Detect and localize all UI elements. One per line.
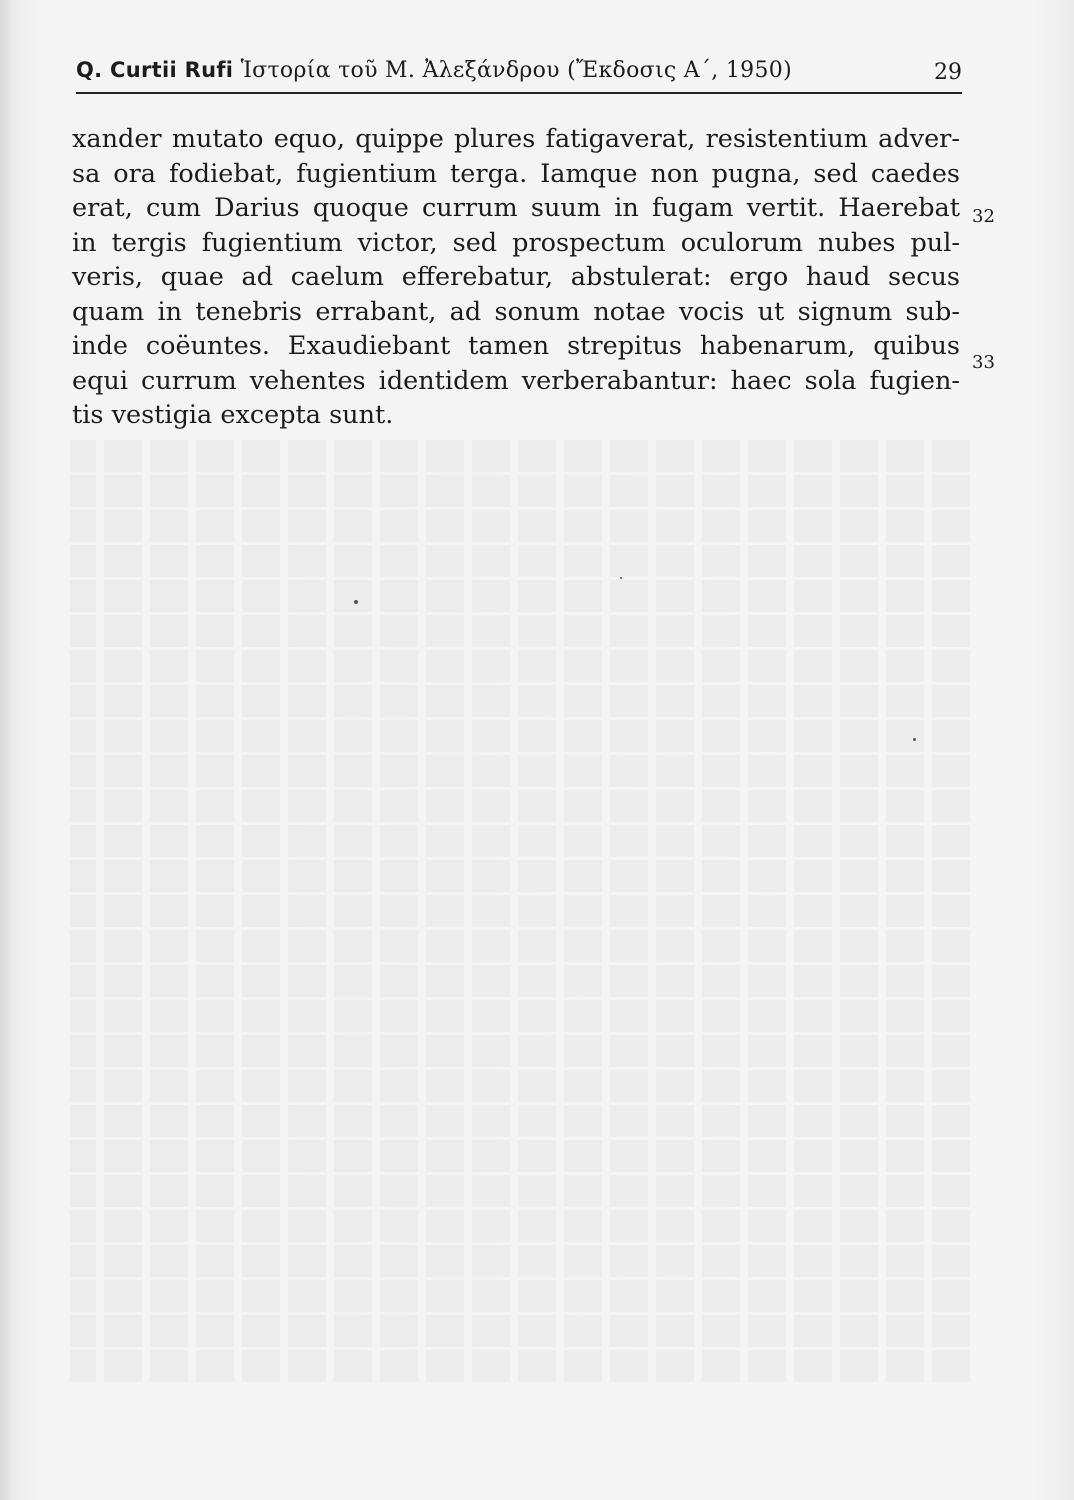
scan-speck [620, 577, 622, 579]
header-author: Q. Curtii Rufi [76, 58, 234, 82]
bleed-through-text [70, 440, 970, 1385]
page-number: 29 [934, 60, 962, 85]
text-line: tis vestigia excepta sunt. [72, 400, 394, 430]
margin-section-number: 33 [972, 352, 995, 373]
text-line: equi currum vehentes identidem verberabantur: haec sola fugien- [72, 365, 960, 396]
text-line: quam in tenebris errabant, ad sonum notae vocis ut signum sub- [72, 296, 960, 327]
margin-section-number: 32 [972, 206, 995, 227]
text-line: inde coëuntes. Exaudiebant tamen strepitus habenarum, quibus [72, 331, 960, 361]
text-line: erat, cum Darius quoque currum suum in fugam vertit. Haerebat [72, 193, 960, 223]
text-line: sa ora fodiebat, fugientium terga. Iamque non pugna, sed caedes [72, 158, 960, 189]
text-line: in tergis fugientium victor, sed prospectum oculorum nubes pul- [72, 227, 960, 258]
header-rule [76, 92, 962, 94]
body-text [72, 122, 960, 433]
scan-speck [354, 600, 358, 604]
text-line: xander mutato equo, quippe plures fatigaverat, resistentium adver- [72, 124, 960, 154]
header-book-title: Ἱστορία τοῦ Μ. Ἀλεξάνδρου (Ἔκδοσις Α΄, 1950) [240, 58, 792, 83]
text-line: veris, quae ad caelum efferebatur, abstulerat: ergo haud secus [72, 262, 960, 292]
scan-speck [913, 738, 916, 741]
running-header [76, 58, 962, 94]
header-title [76, 58, 792, 83]
